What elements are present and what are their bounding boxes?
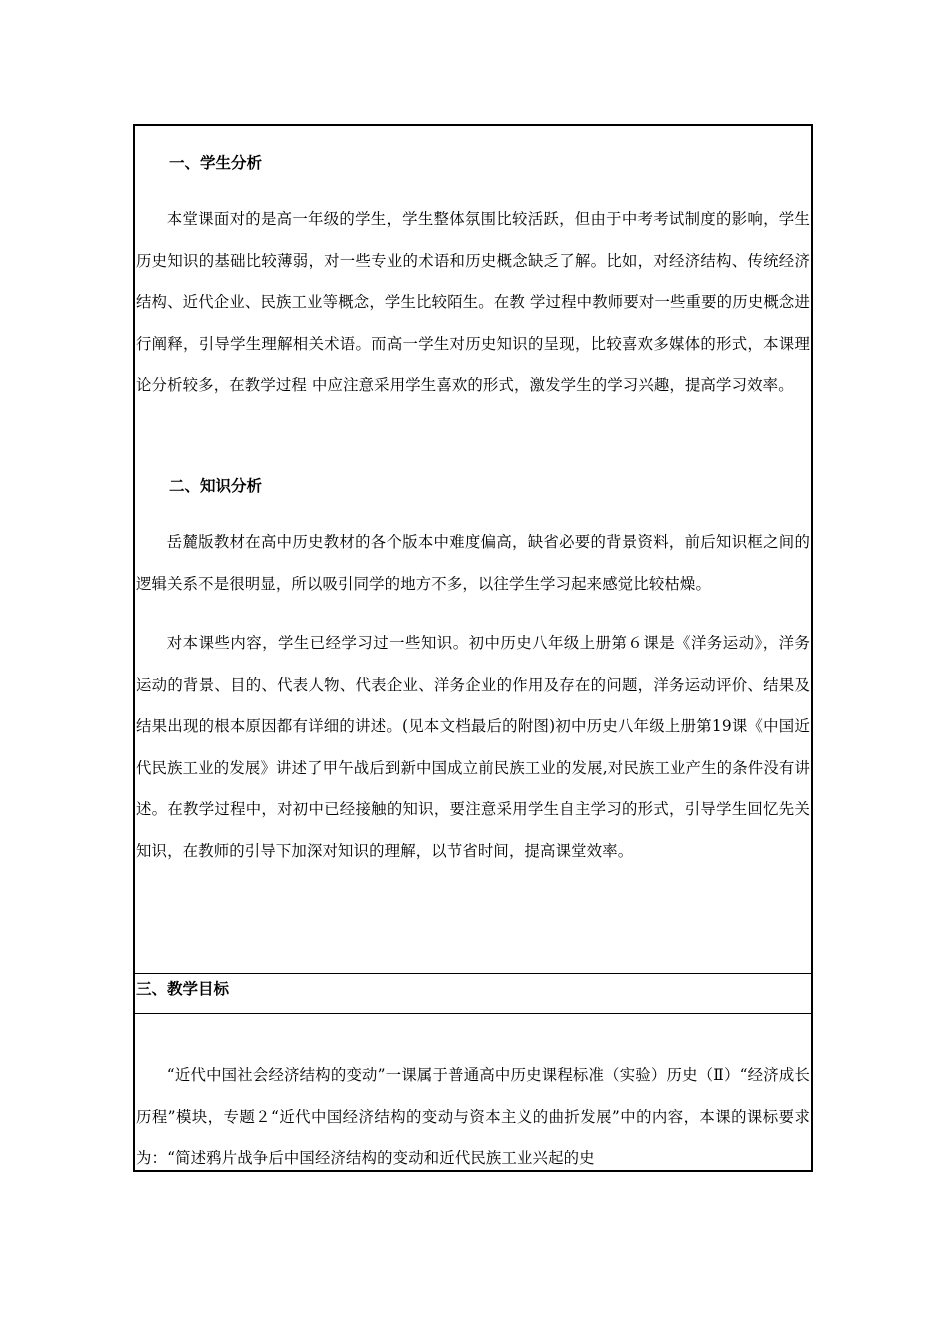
teaching-goals-paragraph: “近代中国社会经济结构的变动”一课属于普通高中历史课程标准（实验）历史（Ⅱ）“经济成长历程”模块，专题２“近代中国经济结构的变动与资本主义的曲折发展”中的内容，本课的课标要求为：“简述鸦片战争后中国经济结构的变动和近代民族工业兴起的史 xyxy=(136,1066,810,1167)
student-analysis-paragraph: 本堂课面对的是高一年级的学生，学生整体氛围比较活跃，但由于中考考试制度的影响，学生历史知识的基础比较薄弱，对一些专业的术语和历史概念缺乏了解。比如，对经济结构、传统经济结构、近代企业、民族工业等概念，学生比较陌生。在教 学过程中教师要对一些重要的历史概念进行阐释，引导学生理解相关术语。而高一学生对历史知识的呈现，比较喜欢多媒体的形式，本课理论分析较多，在教学过程 中应注意采用学生喜欢的形式，激发学生的学习兴趣，提高学习效率。 xyxy=(136,210,810,394)
section-heading-student-analysis: 一、学生分析 xyxy=(169,154,263,172)
lesson-plan-table xyxy=(133,124,813,1172)
knowledge-analysis-paragraph-1: 岳麓版教材在高中历史教材的各个版本中难度偏高，缺省必要的背景资料，前后知识框之间的逻辑关系不是很明显，所以吸引同学的地方不多，以往学生学习起来感觉比较枯燥。 xyxy=(136,533,810,593)
section-heading-knowledge-analysis: 二、知识分析 xyxy=(169,477,263,495)
knowledge-analysis-paragraph-2: 对本课些内容，学生已经学习过一些知识。初中历史八年级上册第６课是《洋务运动》，洋务运动的背景、目的、代表人物、代表企业、洋务企业的作用及存在的问题，洋务运动评价、结果及结果出现的根本原因都有详细的讲述。(见本文档最后的附图)初中历史八年级上册第19课《中国近代民族工业的发展》讲述了甲午战后到新中国成立前民族工业的发展,对民族工业产生的条件没有讲述。在教学过程中，对初中已经接触的知识，要注意采用学生自主学习的形式，引导学生回忆先关知识，在教师的引导下加深对知识的理解，以节省时间，提高课堂效率。 xyxy=(136,634,810,860)
table-row-divider xyxy=(135,1013,811,1014)
table-row-divider xyxy=(135,973,811,974)
analysis-cell xyxy=(135,126,811,974)
section-heading-teaching-goals: 三、教学目标 xyxy=(136,980,230,998)
